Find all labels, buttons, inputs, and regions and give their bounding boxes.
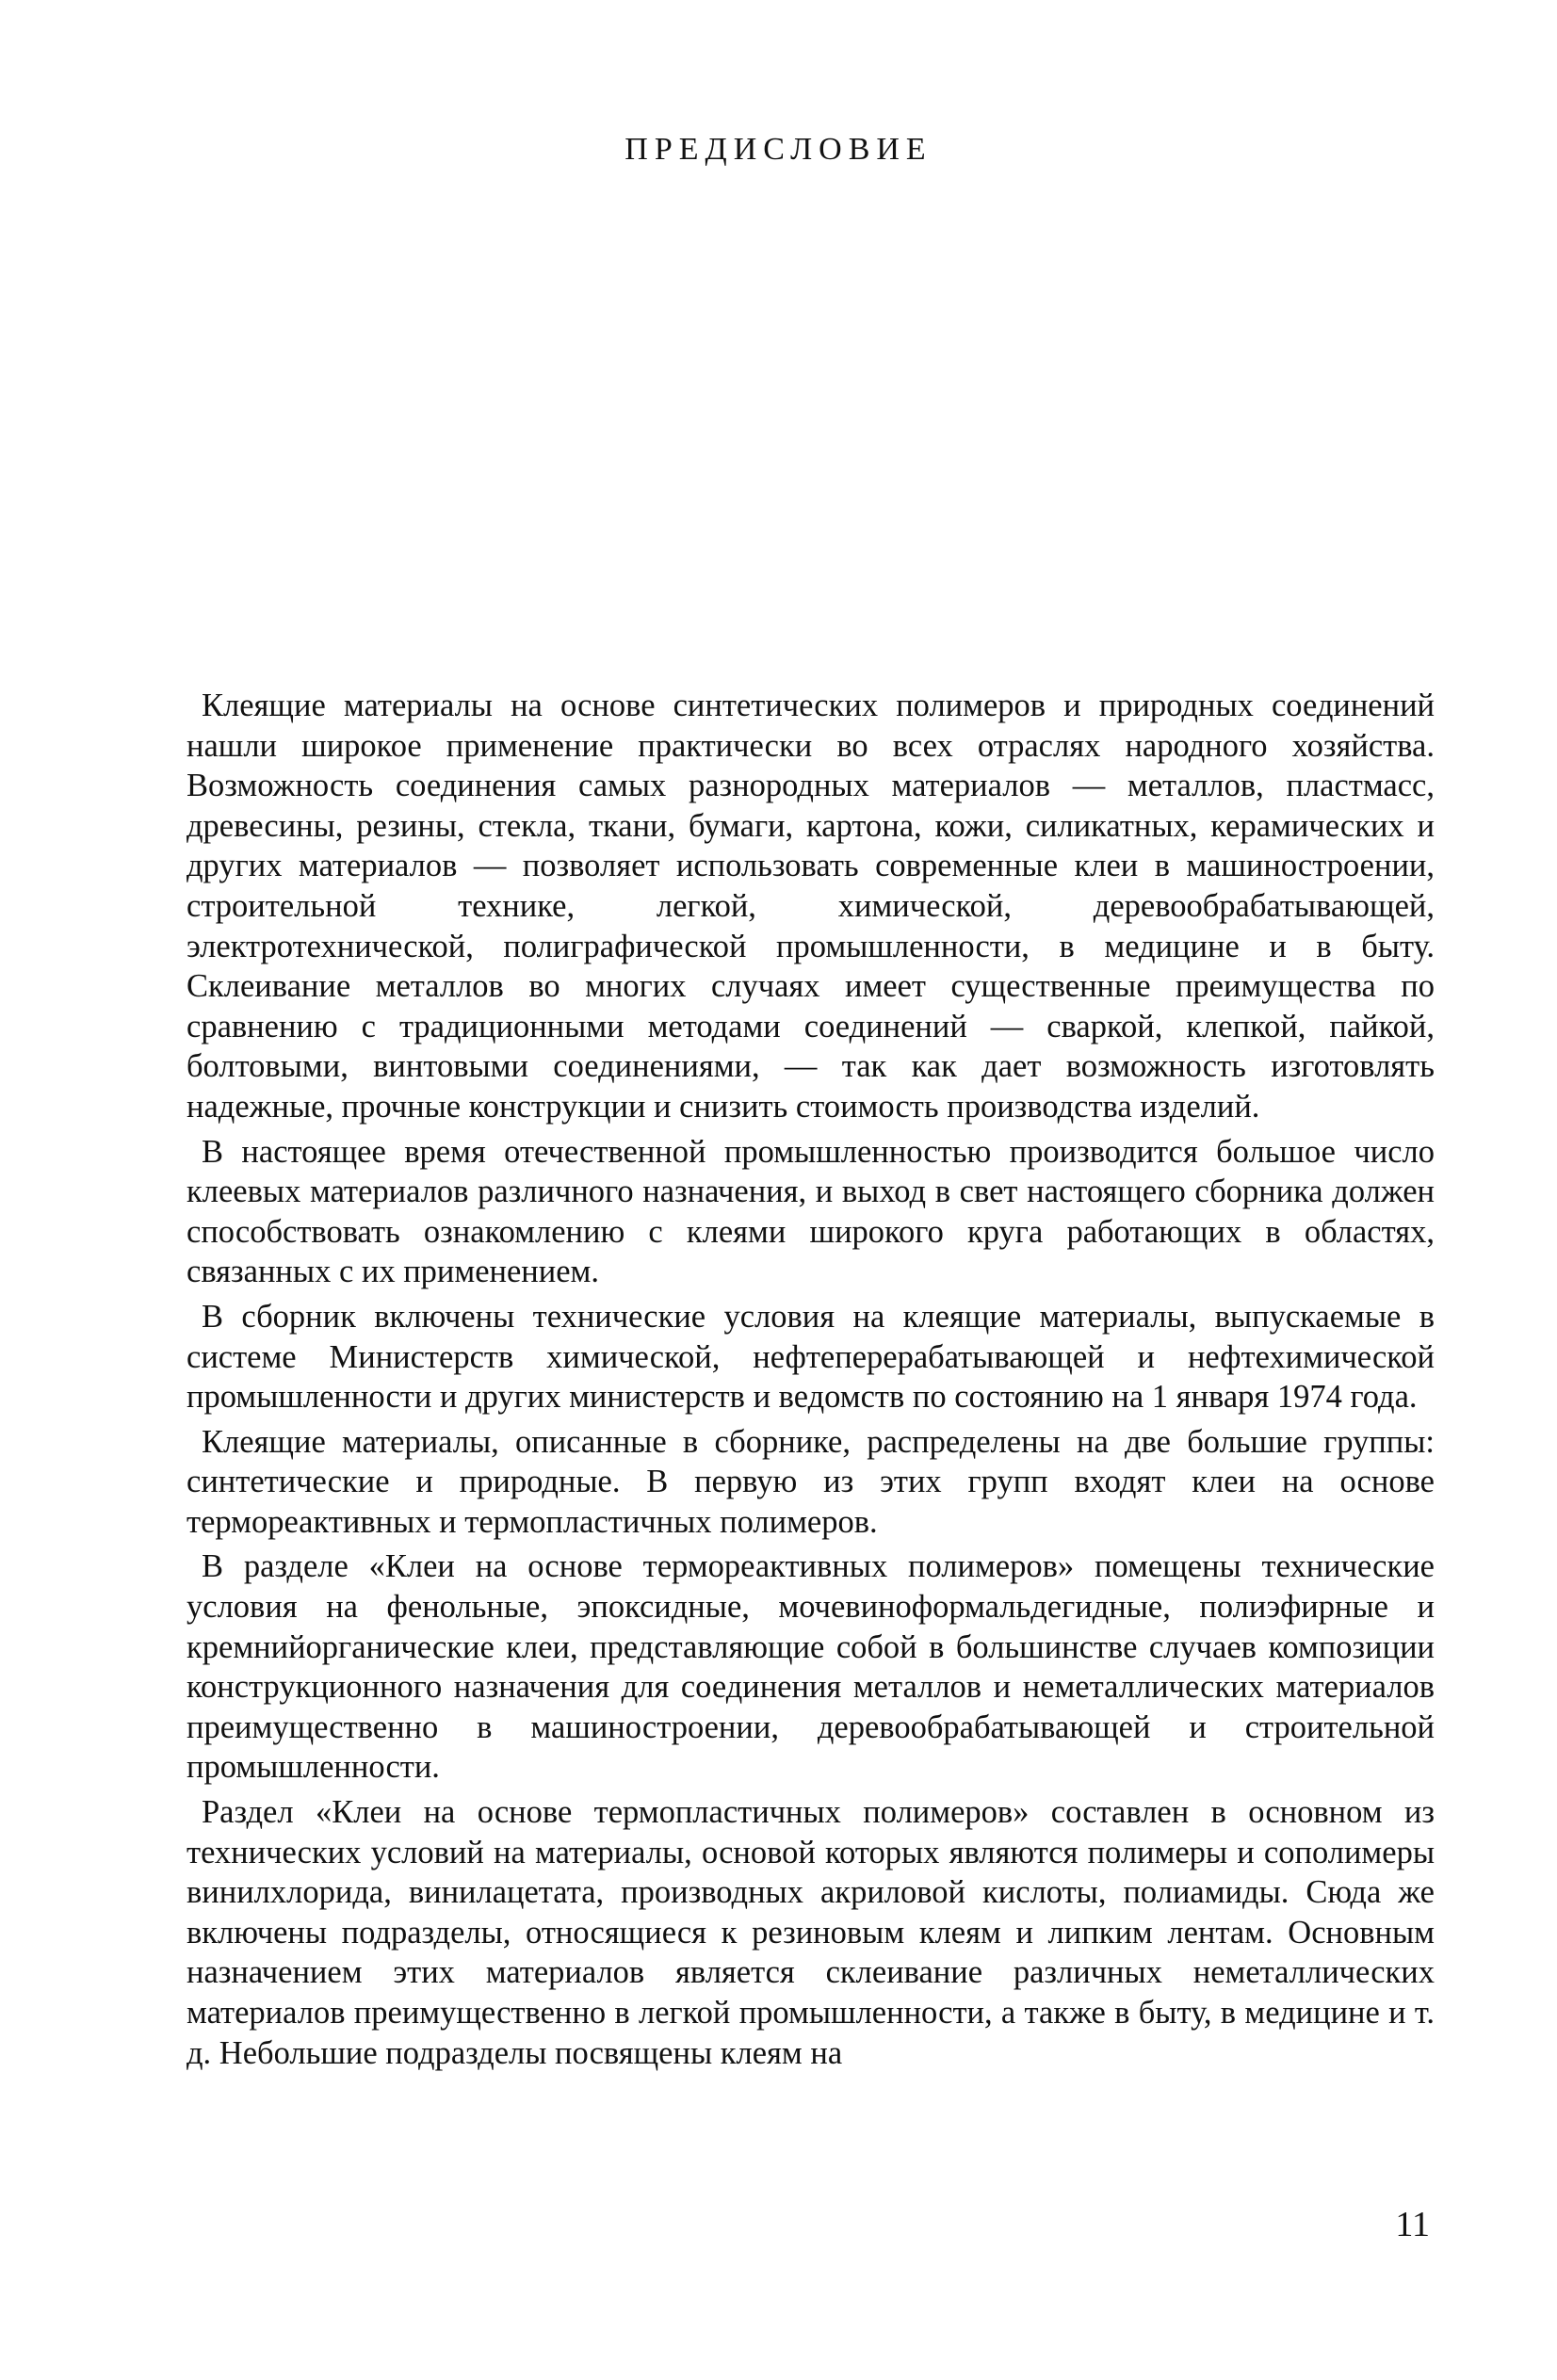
page-number: 11 xyxy=(1395,2205,1430,2244)
paragraph: В настоящее время отечественной промышленностью производится большое число клеевых материалов различного назначения, и выход в свет настоящего сборника должен способствовать ознакомлению с клеями широкого круга работающих в областях, связанных с их применением. xyxy=(187,1133,1435,1290)
paragraph: В сборник включены технические условия на клеящие материалы, выпускаемые в системе Министерств химической, нефтеперерабатывающей и нефтехимической промышленности и других министерств и ведомств по состоянию на 1 января 1974 года. xyxy=(187,1298,1435,1416)
page-title: ПРЕДИСЛОВИЕ xyxy=(624,132,933,167)
paragraph: Клеящие материалы, описанные в сборнике, распределены на две большие группы: синтетические и природные. В первую из этих групп входят клеи на основе термореактивных и термопластичных полимеров. xyxy=(187,1423,1435,1540)
paragraph: Клеящие материалы на основе синтетических полимеров и природных соединений нашли широкое применение практически во всех отраслях народного хозяйства. Возможность соединения самых разнородных материалов — металлов, пластмасс, древесины, резины, стекла, ткани, бумаги, картона, кожи, силикатных, керамических и других материалов — позволяет использовать современные клеи в машиностроении, строительной технике, легкой, химической, деревообрабатывающей, электротехнической, полиграфической промышленности, в медицине и в быту. Склеивание металлов во многих случаях имеет существенные преимущества по сравнению с традиционными методами соединений — сваркой, клепкой, пайкой, болтовыми, винтовыми соединениями, — так как дает возможность изготовлять надежные, прочные конструкции и снизить стоимость производства изделий. xyxy=(187,688,1435,1125)
paragraph: В разделе «Клеи на основе термореактивных полимеров» помещены технические условия на фенольные, эпоксидные, мочевиноформальдегидные, полиэфирные и кремнийорганические клеи, представляющие собой в большинстве случаев композиции конструкционного назначения для соединения металлов и неметаллических материалов преимущественно в машиностроении, деревообрабатывающей и строительной промышленности. xyxy=(187,1548,1435,1786)
body-text xyxy=(187,686,1435,2073)
paragraph: Раздел «Клеи на основе термопластичных полимеров» составлен в основном из технических условий на материалы, основой которых являются полимеры и сополимеры винилхлорида, винилацетата, производных акриловой кислоты, полиамиды. Сюда же включены подразделы, относящиеся к резиновым клеям и липким лентам. Основным назначением этих материалов является склеивание различных неметаллических материалов преимущественно в легкой промышленности, а также в быту, в медицине и т. д. Небольшие подразделы посвящены клеям на xyxy=(187,1794,1435,2071)
